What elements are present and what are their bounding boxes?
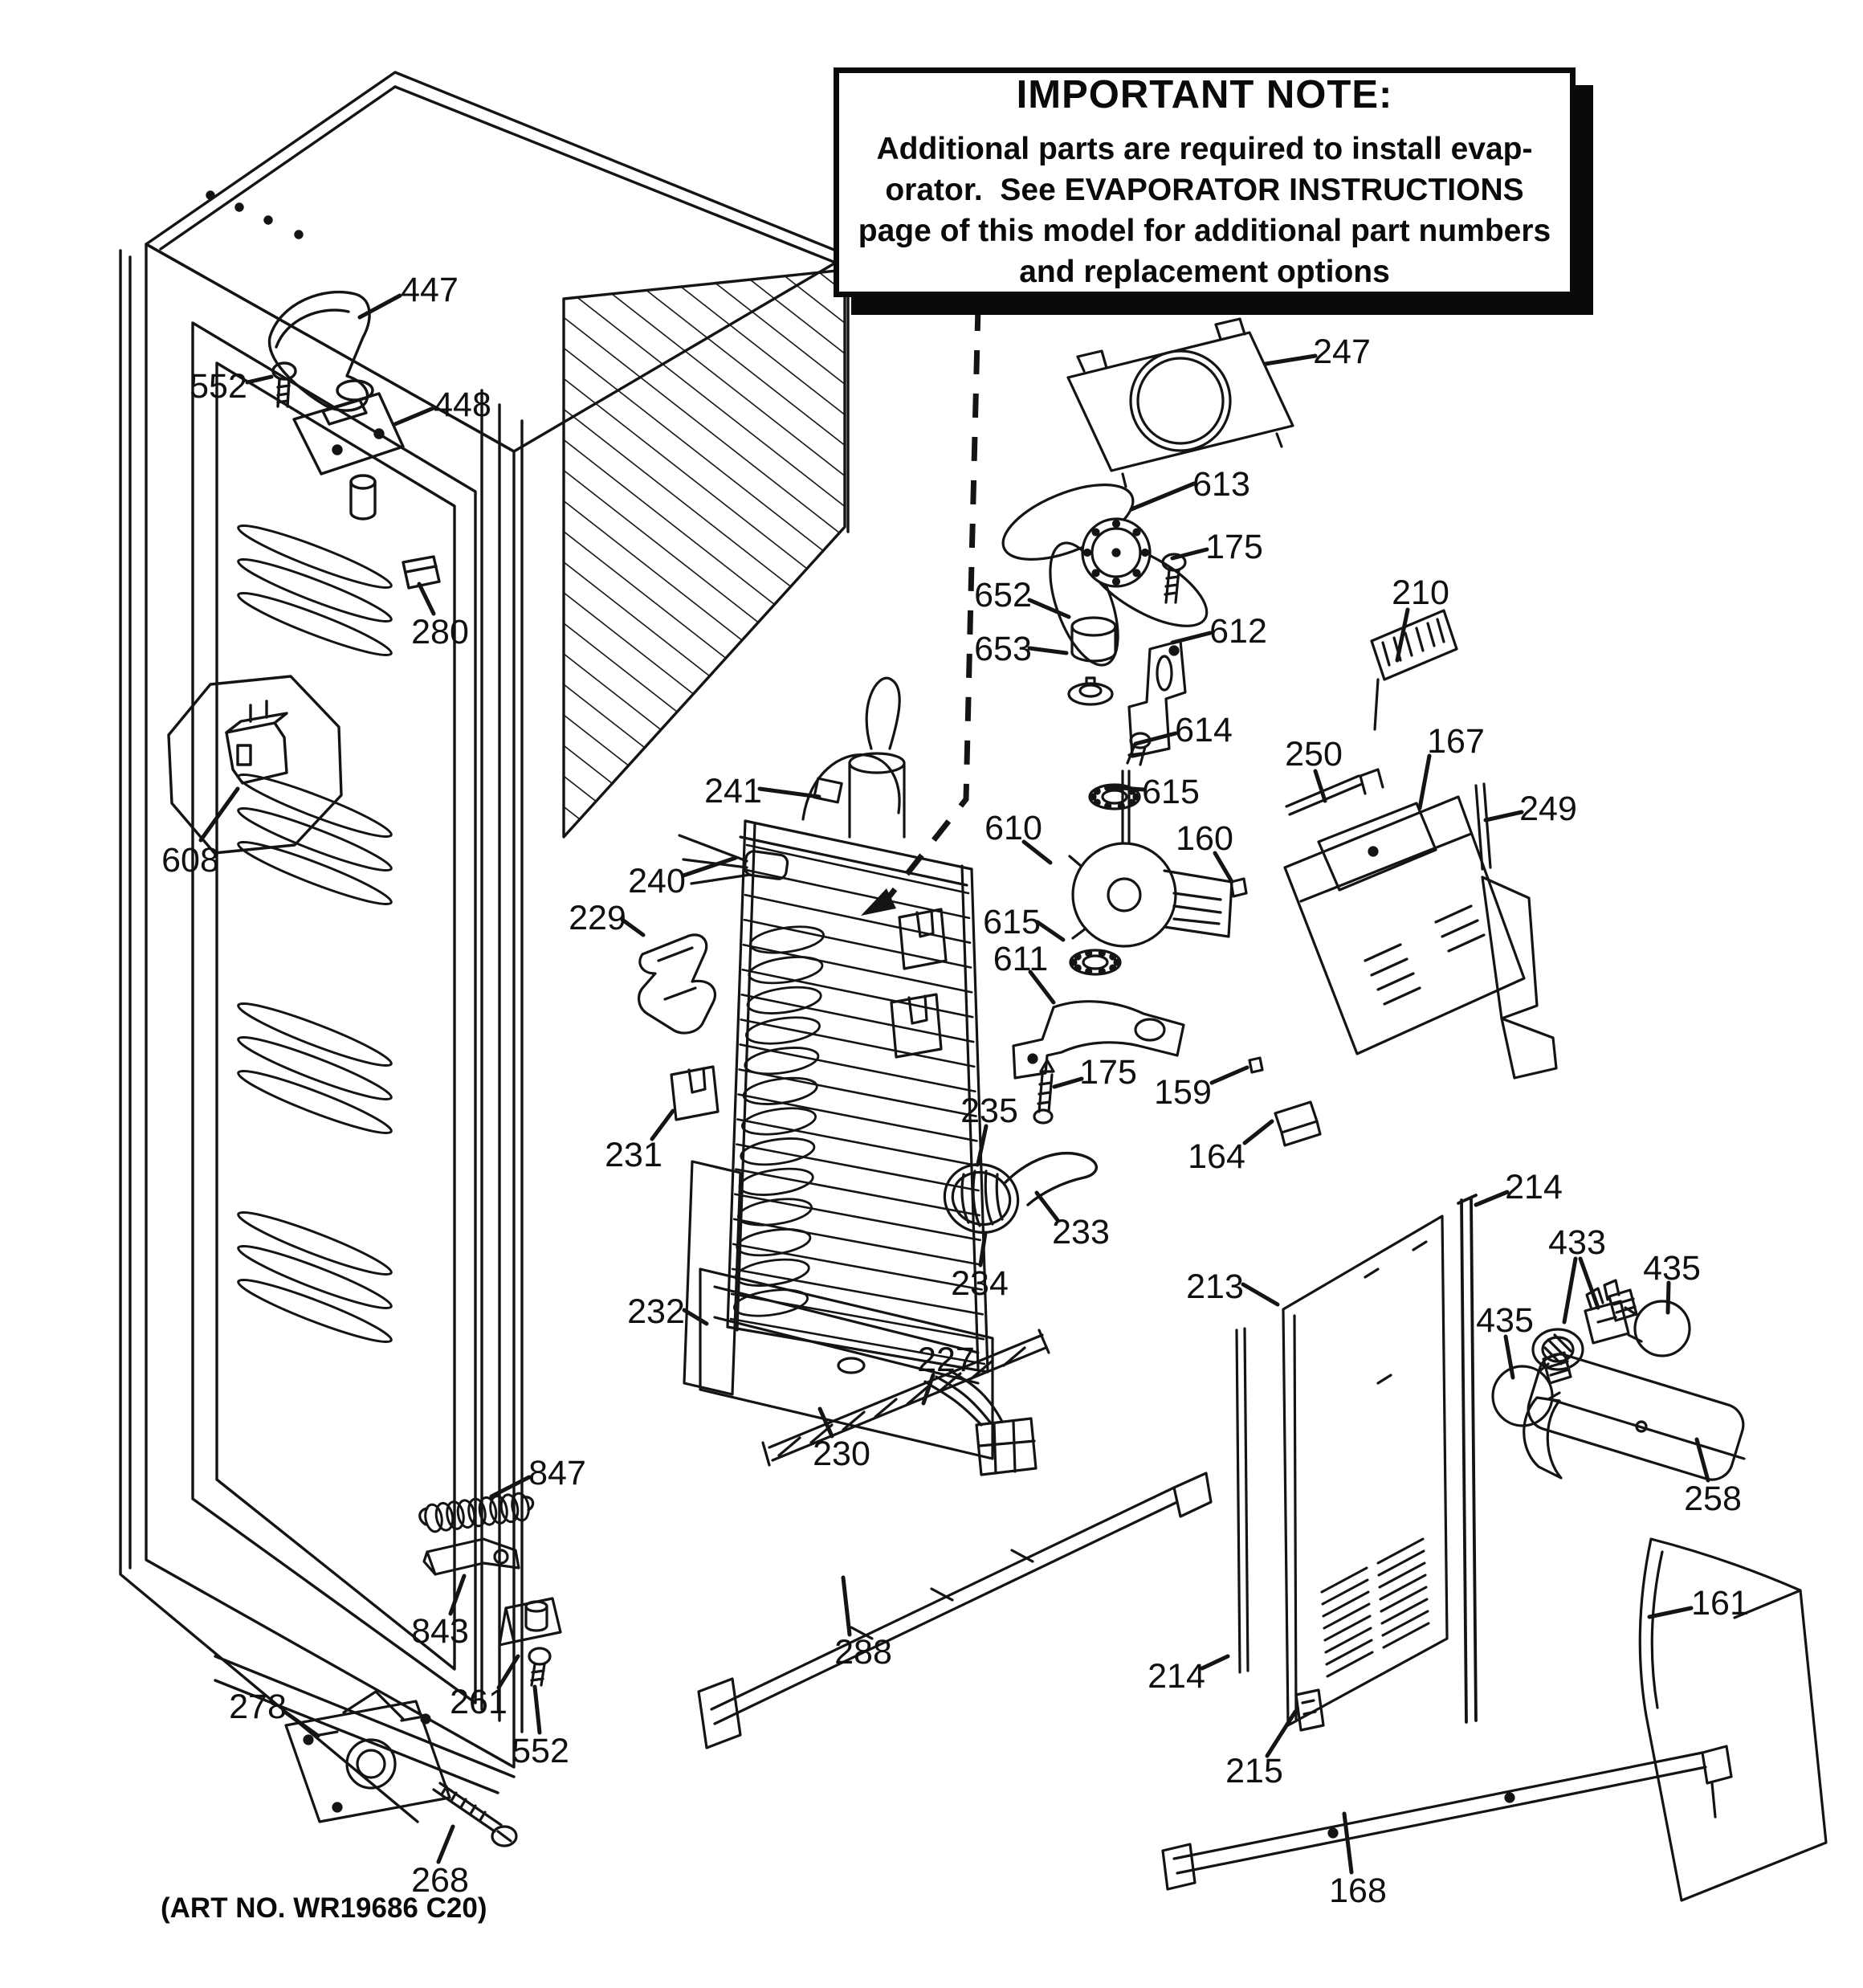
part-label-288: 288 xyxy=(834,1633,892,1672)
leader-line-843 xyxy=(450,1576,464,1614)
part-label-261: 261 xyxy=(450,1683,508,1721)
note-title: IMPORTANT NOTE: xyxy=(1016,73,1393,116)
part-label-231: 231 xyxy=(605,1136,662,1174)
part-label-278: 278 xyxy=(229,1688,287,1726)
part-label-435: 435 xyxy=(1643,1249,1701,1288)
part-label-168: 168 xyxy=(1329,1872,1387,1910)
art-number: (ART NO. WR19686 C20) xyxy=(161,1892,487,1924)
part-label-447: 447 xyxy=(401,271,459,309)
part-label-234: 234 xyxy=(951,1264,1009,1303)
leader-line-280 xyxy=(419,584,434,614)
shelf-slot-tracks xyxy=(234,517,395,1349)
connector-227-drawing xyxy=(925,1370,1036,1475)
part-label-615: 615 xyxy=(983,903,1041,941)
hinge-278-drawing xyxy=(286,1692,450,1822)
part-label-258: 258 xyxy=(1684,1480,1742,1518)
leader-line-608 xyxy=(201,789,238,840)
leader-line-288 xyxy=(843,1578,850,1635)
leader-line-268 xyxy=(438,1827,453,1862)
leader-line-164 xyxy=(1245,1121,1272,1143)
leader-line-615 xyxy=(1111,787,1143,790)
screw-175-lower-drawing xyxy=(1034,1060,1054,1123)
screw-552-bottom-drawing xyxy=(529,1648,550,1685)
part-label-652: 652 xyxy=(974,576,1032,614)
part-label-608: 608 xyxy=(161,841,219,880)
leader-line-247 xyxy=(1266,356,1315,364)
part-label-235: 235 xyxy=(960,1092,1018,1130)
leader-line-250 xyxy=(1315,771,1325,801)
part-label-435: 435 xyxy=(1476,1301,1534,1340)
clamp-229-drawing xyxy=(639,935,715,1033)
leader-line-215 xyxy=(1267,1712,1295,1756)
clip-159-drawing xyxy=(1249,1058,1262,1072)
part-label-615: 615 xyxy=(1142,773,1200,811)
part-label-160: 160 xyxy=(1176,819,1233,858)
clip-215-drawing xyxy=(1296,1690,1323,1730)
part-label-229: 229 xyxy=(569,899,626,937)
leader-line-613 xyxy=(1131,484,1194,509)
part-label-241: 241 xyxy=(704,772,762,810)
part-label-613: 613 xyxy=(1192,465,1250,504)
part-label-249: 249 xyxy=(1519,790,1577,828)
clips-231-drawing xyxy=(671,909,946,1120)
leader-line-615 xyxy=(1037,922,1063,940)
bracket-164-drawing xyxy=(1275,1102,1320,1145)
part-label-250: 250 xyxy=(1285,735,1343,774)
part-label-215: 215 xyxy=(1225,1752,1283,1790)
bulb-435-right-drawing xyxy=(1609,1290,1690,1356)
leader-line-249 xyxy=(1486,812,1522,820)
part-label-175: 175 xyxy=(1205,528,1263,566)
leader-line-552 xyxy=(247,377,271,382)
part-label-233: 233 xyxy=(1052,1213,1110,1251)
leader-line-653 xyxy=(1029,648,1066,653)
leader-line-847 xyxy=(491,1477,529,1496)
cap-653-drawing xyxy=(1069,678,1112,704)
trim-214-left-drawing xyxy=(1237,1329,1248,1672)
part-label-653: 653 xyxy=(974,630,1032,668)
leader-line-552 xyxy=(535,1687,540,1733)
clip-280-drawing xyxy=(403,557,439,588)
part-label-164: 164 xyxy=(1188,1137,1245,1176)
part-label-232: 232 xyxy=(627,1292,685,1331)
part-label-210: 210 xyxy=(1392,574,1449,612)
note-line-1: Additional parts are required to install evap- xyxy=(876,132,1533,166)
important-note-box xyxy=(834,67,1576,297)
part-label-843: 843 xyxy=(411,1612,469,1651)
leader-line-159 xyxy=(1212,1067,1247,1083)
rail-288-drawing xyxy=(699,1473,1211,1748)
part-label-167: 167 xyxy=(1427,722,1485,761)
part-label-213: 213 xyxy=(1186,1268,1244,1306)
part-label-433: 433 xyxy=(1548,1223,1606,1262)
part-label-611: 611 xyxy=(993,940,1049,978)
clip-160-drawing xyxy=(1231,879,1246,896)
vent-grille-210-drawing xyxy=(1372,610,1457,729)
leader-line-214 xyxy=(1202,1656,1228,1668)
leader-line-433 xyxy=(1564,1259,1576,1322)
note-line-4: and replacement options xyxy=(1019,255,1390,289)
leader-line-167 xyxy=(1420,756,1429,808)
part-label-552: 552 xyxy=(512,1732,569,1770)
leader-line-214 xyxy=(1476,1192,1507,1205)
part-label-230: 230 xyxy=(813,1435,870,1473)
evaporator-drawing xyxy=(728,678,988,1372)
part-label-268: 268 xyxy=(411,1861,469,1900)
cabinet-drawing xyxy=(120,72,848,1822)
dashed-reference-line xyxy=(861,307,978,916)
leader-line-175 xyxy=(1054,1079,1082,1087)
trim-214-right-drawing xyxy=(1458,1195,1476,1722)
bolt-268-drawing xyxy=(434,1783,516,1846)
hinge-plate-448-drawing xyxy=(294,394,403,519)
part-label-610: 610 xyxy=(984,809,1042,847)
part-label-612: 612 xyxy=(1209,612,1267,651)
lever-843-drawing xyxy=(424,1539,519,1574)
note-line-2: orator. See EVAPORATOR INSTRUCTIONS xyxy=(885,173,1524,207)
part-label-614: 614 xyxy=(1175,711,1233,749)
part-label-161: 161 xyxy=(1691,1584,1749,1623)
note-line-3: page of this model for additional part numbers xyxy=(858,214,1551,248)
part-label-214: 214 xyxy=(1148,1657,1205,1696)
leader-line-448 xyxy=(395,408,434,424)
grommet-615-lower-drawing xyxy=(1070,950,1120,974)
bulb-435-left-drawing xyxy=(1493,1353,1571,1426)
fan-shroud-247-drawing xyxy=(1068,319,1293,487)
part-label-247: 247 xyxy=(1313,333,1371,371)
leader-line-161 xyxy=(1649,1608,1691,1617)
part-label-227: 227 xyxy=(917,1341,975,1379)
part-label-552: 552 xyxy=(190,367,247,406)
part-label-240: 240 xyxy=(628,862,686,900)
bracket-261-drawing xyxy=(499,1598,561,1645)
leader-line-213 xyxy=(1243,1284,1278,1304)
part-label-280: 280 xyxy=(411,613,469,651)
leader-line-231 xyxy=(652,1111,673,1139)
leader-line-612 xyxy=(1172,633,1210,643)
light-switch-608-drawing xyxy=(169,676,341,853)
part-label-847: 847 xyxy=(528,1454,586,1492)
back-panel-213-drawing xyxy=(1283,1216,1447,1725)
grommet-652-drawing xyxy=(1072,618,1115,661)
part-label-214: 214 xyxy=(1505,1168,1563,1206)
part-label-448: 448 xyxy=(434,386,491,424)
leader-line-447 xyxy=(360,296,400,317)
part-labels-layer xyxy=(161,271,1749,1910)
part-label-175: 175 xyxy=(1079,1053,1137,1092)
screw-175-fan-drawing xyxy=(1163,554,1185,602)
leader-line-652 xyxy=(1029,600,1069,617)
part-label-159: 159 xyxy=(1154,1073,1212,1112)
